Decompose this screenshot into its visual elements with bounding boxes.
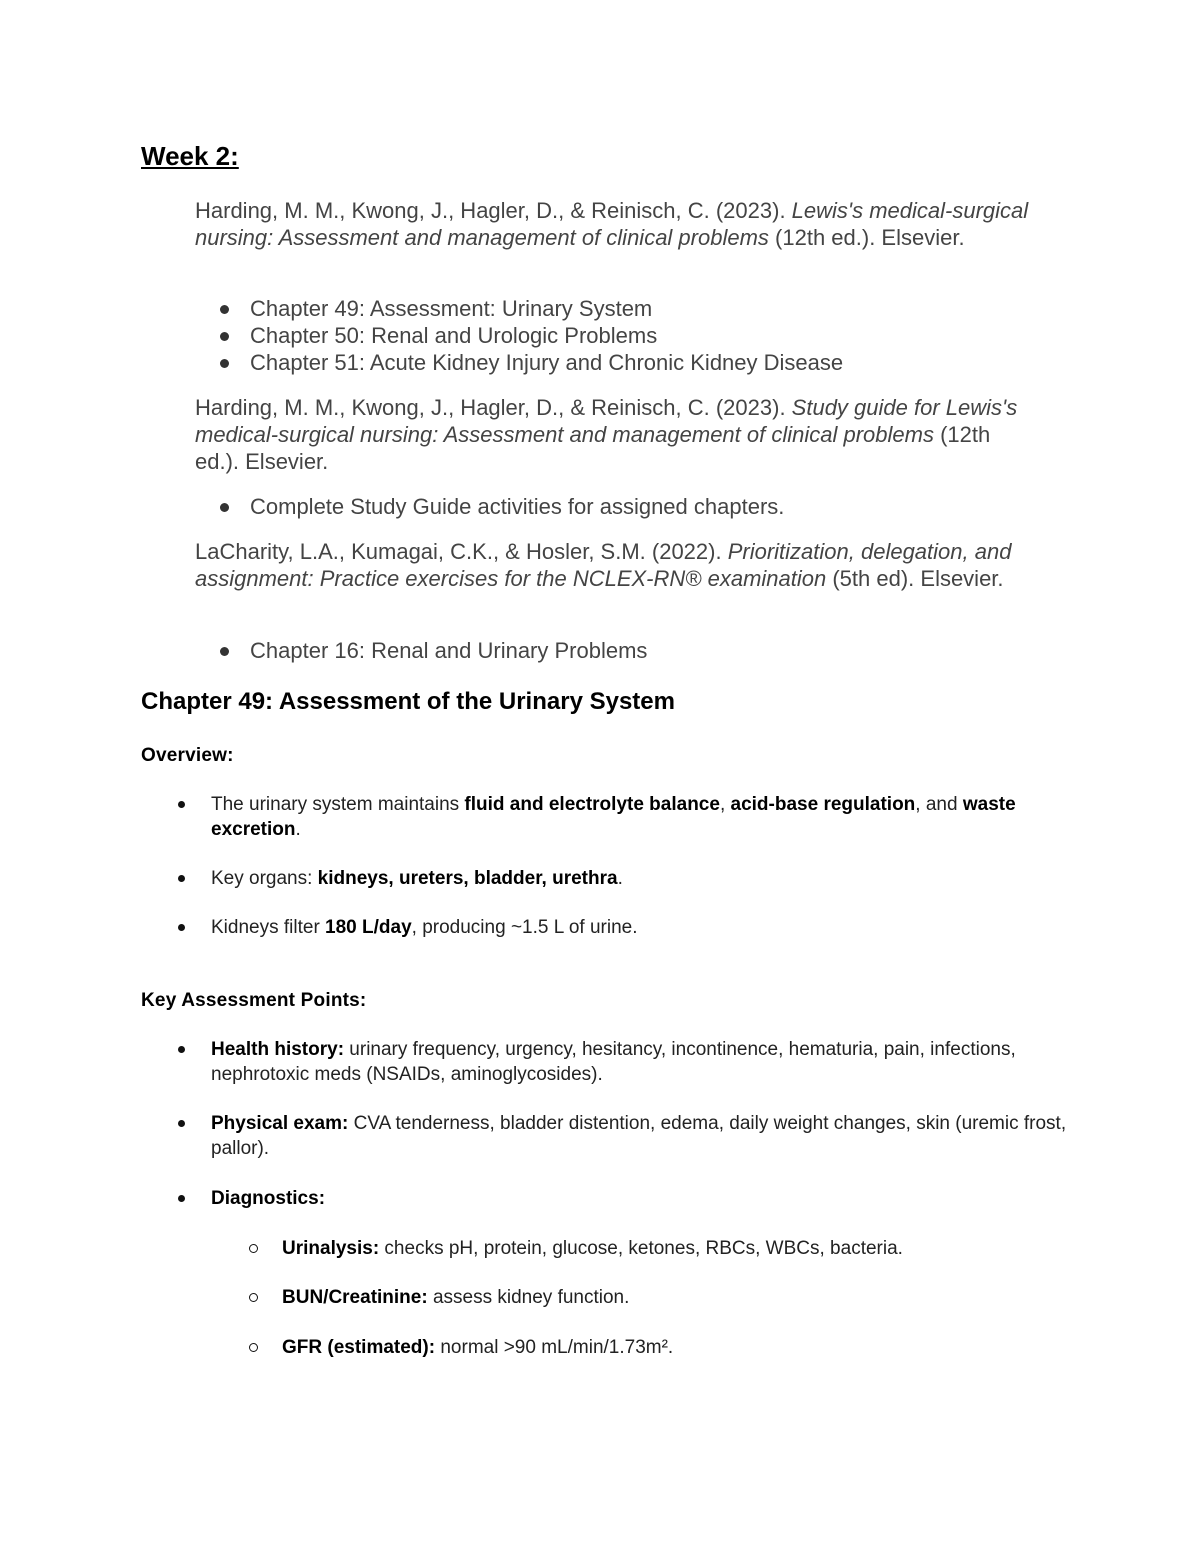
circle-bullet-icon <box>249 1293 258 1302</box>
bold-text: GFR (estimated): <box>282 1337 436 1358</box>
text: Key organs: <box>211 868 318 889</box>
bold-text: Health history: <box>211 1039 345 1060</box>
text: checks pH, protein, glucose, ketones, RBCs, WBCs, bacteria. <box>379 1238 903 1259</box>
bold-text: 180 L/day <box>325 917 412 938</box>
bullet-icon <box>220 503 229 512</box>
reference-3 <box>195 538 1035 592</box>
text: . <box>617 868 623 889</box>
overview-item-1 <box>141 792 1071 842</box>
reference-2-tail: (12th ed.). Elsevier. <box>195 422 991 474</box>
bold-text: acid-base regulation <box>730 794 916 815</box>
list-item-text: Chapter 51: Acute Kidney Injury and Chronic Kidney Disease <box>250 350 844 375</box>
reference-3-authors: LaCharity, L.A., Kumagai, C.K., & Hosler, S.M. (2022). <box>195 539 728 564</box>
reference-3-tail: (5th ed). Elsevier. <box>826 566 1004 591</box>
list-item <box>195 349 843 376</box>
text: normal >90 mL/min/1.73m². <box>435 1337 674 1358</box>
list-item-text: Chapter 16: Renal and Urinary Problems <box>250 638 648 663</box>
reference-1-chapter-list <box>195 295 843 376</box>
list-item <box>141 792 1071 842</box>
text: , producing ~1.5 L of urine. <box>411 917 638 938</box>
bold-text: Diagnostics: <box>211 1188 326 1209</box>
bullet-icon <box>220 305 229 314</box>
list-item <box>141 1037 1071 1087</box>
text: Kidneys filter <box>211 917 326 938</box>
circle-bullet-icon <box>249 1244 258 1253</box>
text: . <box>295 819 301 840</box>
list-item <box>141 1111 1071 1161</box>
week-title: Week 2: <box>141 141 239 171</box>
bold-text: Physical exam: <box>211 1113 349 1134</box>
circle-bullet-icon <box>249 1343 258 1352</box>
list-item-text: Complete Study Guide activities for assigned chapters. <box>250 494 785 519</box>
bold-text: waste excretion <box>211 794 1016 840</box>
reference-1-title: Lewis's medical-surgical nursing: Assessment and management of clinical problems <box>195 198 1029 250</box>
bullet-icon <box>220 332 229 341</box>
list-item-text: Chapter 50: Renal and Urologic Problems <box>250 323 658 348</box>
list-item <box>195 637 647 664</box>
bullet-icon <box>220 359 229 368</box>
diagnostic-urinalysis <box>212 1236 903 1261</box>
bullet-icon <box>178 924 185 931</box>
bullet-icon <box>178 1046 185 1053</box>
text: The urinary system maintains <box>211 794 465 815</box>
reference-2-authors: Harding, M. M., Kwong, J., Hagler, D., & Reinisch, C. (2023). <box>195 395 792 420</box>
key-assessment-label: Key Assessment Points: <box>141 990 367 1011</box>
reference-1-authors: Harding, M. M., Kwong, J., Hagler, D., & Reinisch, C. (2023). <box>195 198 792 223</box>
overview-label: Overview: <box>141 745 234 766</box>
list-item <box>195 493 784 520</box>
list-item <box>212 1236 903 1261</box>
bullet-icon <box>178 1195 185 1202</box>
list-item <box>141 1186 1071 1211</box>
text: CVA tenderness, bladder distention, edema, daily weight changes, skin (uremic frost, pallor). <box>211 1113 1067 1159</box>
diagnostics-item <box>141 1186 1071 1211</box>
list-item <box>212 1285 629 1310</box>
bullet-icon <box>220 647 229 656</box>
text: urinary frequency, urgency, hesitancy, incontinence, hematuria, pain, infections, nephrotoxic meds (NSAIDs, aminoglycosides). <box>211 1039 1016 1085</box>
list-item <box>195 322 843 349</box>
reference-1 <box>195 197 1035 251</box>
bold-text: BUN/Creatinine: <box>282 1287 428 1308</box>
list-item-text: Chapter 49: Assessment: Urinary System <box>250 296 653 321</box>
list-item <box>141 915 1071 940</box>
list-item <box>212 1335 673 1360</box>
text: assess kidney function. <box>427 1287 630 1308</box>
health-history-item <box>141 1037 1071 1087</box>
list-item <box>141 866 1071 891</box>
bullet-icon <box>178 801 185 808</box>
reference-1-tail: (12th ed.). Elsevier. <box>768 225 965 250</box>
bullet-icon <box>178 1120 185 1127</box>
physical-exam-item <box>141 1111 1071 1161</box>
text: , and <box>915 794 963 815</box>
reference-2 <box>195 394 1035 475</box>
bold-text: Urinalysis: <box>282 1238 380 1259</box>
bullet-icon <box>178 875 185 882</box>
overview-item-3 <box>141 915 1071 940</box>
chapter-title: Chapter 49: Assessment of the Urinary System <box>141 688 675 715</box>
reference-3-list <box>195 637 647 664</box>
list-item <box>195 295 843 322</box>
reference-2-title: Study guide for Lewis's medical-surgical nursing: Assessment and management of clinical problems <box>195 395 1018 447</box>
reference-2-list <box>195 493 784 520</box>
bold-text: kidneys, ureters, bladder, urethra <box>317 868 618 889</box>
bold-text: fluid and electrolyte balance <box>464 794 720 815</box>
text: , <box>719 794 731 815</box>
reference-3-title: Prioritization, delegation, and assignment: Practice exercises for the NCLEX-RN® examination <box>195 539 1012 591</box>
diagnostic-gfr <box>212 1335 673 1360</box>
diagnostic-bun-creatinine <box>212 1285 629 1310</box>
overview-item-2 <box>141 866 1071 891</box>
